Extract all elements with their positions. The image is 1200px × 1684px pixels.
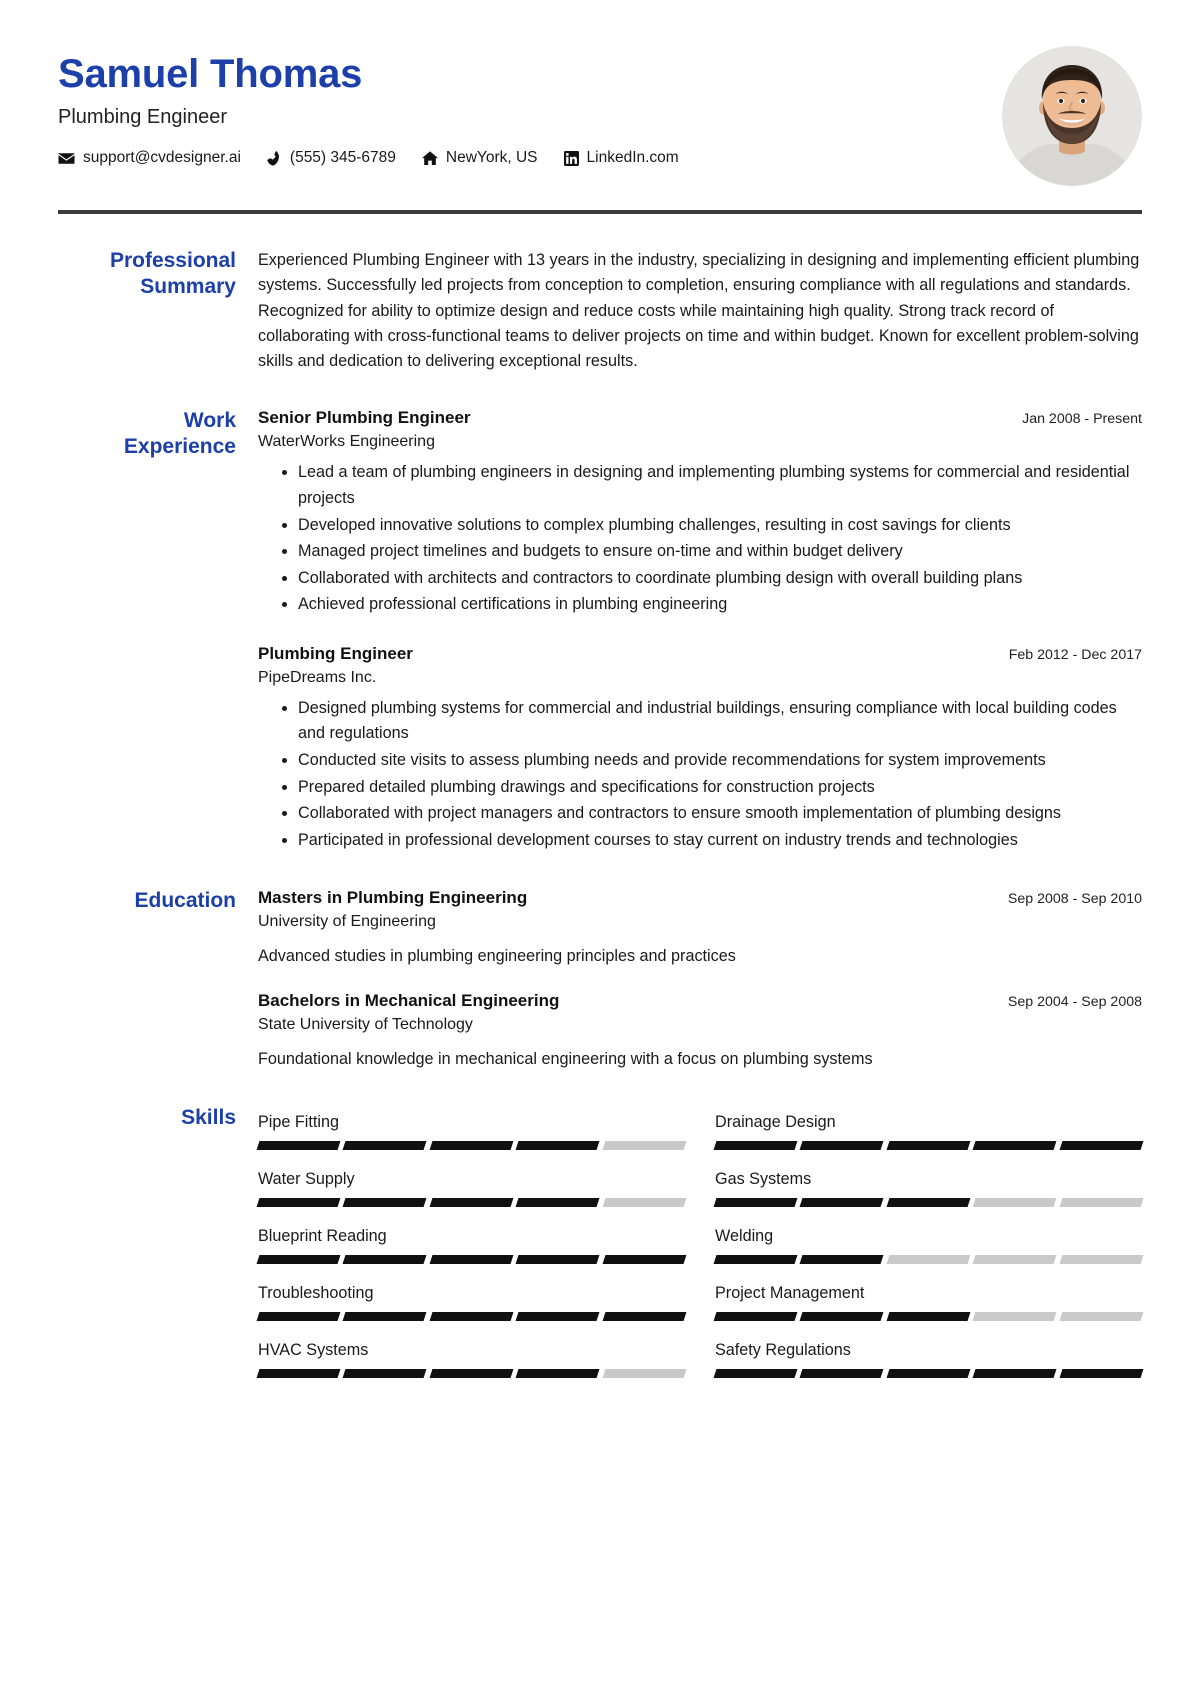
skill-level-segment [714, 1255, 798, 1264]
experience-entry [258, 408, 1142, 618]
skill-item [715, 1276, 1142, 1333]
skill-level-segment [516, 1312, 600, 1321]
education-school: University of Engineering [258, 913, 436, 931]
education-description: Foundational knowledge in mechanical engineering with a focus on plumbing systems [258, 1049, 873, 1068]
skill-label: Blueprint Reading [258, 1227, 387, 1246]
avatar [1002, 46, 1142, 186]
list-item: • Participated in professional development courses to stay current on industry trends and technologies [298, 828, 1142, 854]
list-item: • Prepared detailed plumbing drawings and specifications for construction projects [298, 775, 1142, 801]
skill-level-segment [516, 1369, 600, 1378]
skill-item [258, 1219, 685, 1276]
contact-location[interactable] [422, 149, 538, 167]
skill-level-segment [257, 1141, 341, 1150]
section-work-experience [58, 408, 1142, 854]
skill-level-segment [602, 1141, 686, 1150]
education-date-range: Sep 2004 - Sep 2008 [1007, 993, 1142, 1010]
section-education [58, 888, 1142, 1071]
experience-date-range: Feb 2012 - Dec 2017 [1008, 646, 1142, 663]
skill-level-segment [429, 1141, 513, 1150]
skill-label: Gas Systems [715, 1170, 812, 1189]
experience-entry-head [258, 408, 1142, 428]
summary-text: Experienced Plumbing Engineer with 13 years in the industry, specializing in designing and implementing efficient plumbing systems. Successfully led projects from conception to completion, ensuring compliance with all regulations and standards. Recognized for ability to optimize design and reduce costs while maintaining high quality. Strong track record of collaborating with cross-functional teams to deliver projects on time and within budget. Known for excellent problem-solving skills and dedication to delivering exceptional results. [258, 251, 1140, 371]
skill-level-segment [516, 1255, 600, 1264]
skill-level-segment [1059, 1369, 1143, 1378]
skill-level-segment [429, 1255, 513, 1264]
education-entry-head [258, 888, 1142, 908]
skills-grid [258, 1105, 1142, 1390]
skill-level-bar [258, 1141, 685, 1150]
contact-email[interactable] [58, 149, 241, 167]
summary-label-line1: Professional [109, 249, 236, 272]
experience-entry-head [258, 644, 1142, 664]
education-date-range: Sep 2008 - Sep 2010 [1007, 891, 1142, 908]
summary-label-line2: Summary [140, 274, 236, 298]
skill-label: Troubleshooting [258, 1284, 374, 1303]
header-divider [58, 210, 1142, 214]
skill-item [715, 1105, 1142, 1162]
skill-level-segment [602, 1198, 686, 1207]
skill-level-bar [715, 1369, 1142, 1378]
skill-level-segment [886, 1369, 970, 1378]
skill-level-segment [343, 1198, 427, 1207]
experience-job-title: Plumbing Engineer [258, 643, 413, 663]
skill-item [715, 1162, 1142, 1219]
experience-job-title: Senior Plumbing Engineer [258, 408, 471, 428]
phone-icon [267, 151, 282, 166]
skill-level-segment [343, 1312, 427, 1321]
avatar-photo [1002, 46, 1142, 186]
skill-level-segment [429, 1369, 513, 1378]
experience-bullet-list [258, 696, 1142, 854]
skill-level-segment [1059, 1255, 1143, 1264]
skill-level-segment [714, 1141, 798, 1150]
education-degree: Bachelors in Mechanical Engineering [258, 990, 560, 1010]
contact-row [58, 149, 1002, 167]
skill-level-segment [257, 1312, 341, 1321]
skill-level-segment [886, 1198, 970, 1207]
skill-label: Water Supply [258, 1170, 355, 1189]
list-item: • Collaborated with architects and contractors to coordinate plumbing design with overall building plans [298, 566, 1142, 592]
experience-company: PipeDreams Inc. [258, 668, 377, 686]
experience-label-line1: Work [183, 409, 236, 433]
section-label-experience [58, 408, 258, 459]
skill-level-segment [886, 1312, 970, 1321]
skill-level-segment [886, 1141, 970, 1150]
skill-level-segment [602, 1255, 686, 1264]
section-label-summary [58, 248, 258, 299]
skill-level-segment [1059, 1312, 1143, 1321]
list-item: • Conducted site visits to assess plumbing needs and provide recommendations for system improvements [298, 748, 1142, 774]
header-text-block [58, 44, 1002, 167]
skill-level-segment [973, 1141, 1057, 1150]
skill-label: Pipe Fitting [258, 1113, 339, 1132]
contact-linkedin-text: LinkedIn.com [586, 149, 679, 166]
section-label-education: Education [134, 889, 236, 913]
list-item: • Managed project timelines and budgets to ensure on-time and within budget delivery [298, 539, 1142, 565]
skill-level-segment [602, 1312, 686, 1321]
contact-phone[interactable] [267, 149, 396, 167]
skill-label: Welding [715, 1227, 774, 1246]
skill-level-bar [258, 1198, 685, 1207]
skill-level-segment [800, 1255, 884, 1264]
job-title: Plumbing Engineer [58, 106, 227, 128]
skill-level-segment [343, 1369, 427, 1378]
education-school: State University of Technology [258, 1015, 473, 1033]
skill-item [715, 1219, 1142, 1276]
list-item: • Lead a team of plumbing engineers in designing and implementing plumbing systems for commercial and residential projects [298, 460, 1142, 511]
experience-company: WaterWorks Engineering [258, 433, 435, 451]
skill-level-segment [602, 1369, 686, 1378]
skill-level-segment [343, 1141, 427, 1150]
section-label-skills: Skills [181, 1106, 236, 1130]
home-icon [422, 151, 438, 166]
contact-email-text: support@cvdesigner.ai [83, 149, 241, 166]
skill-level-segment [429, 1198, 513, 1207]
skill-level-segment [800, 1369, 884, 1378]
skill-label: HVAC Systems [258, 1341, 369, 1360]
education-entry [258, 991, 1142, 1071]
list-item: • Collaborated with project managers and contractors to ensure smooth implementation of plumbing designs [298, 801, 1142, 827]
skills-body [258, 1105, 1142, 1390]
skill-level-segment [714, 1369, 798, 1378]
skill-level-segment [973, 1312, 1057, 1321]
skill-level-segment [1059, 1198, 1143, 1207]
skill-item [258, 1162, 685, 1219]
skill-level-segment [1059, 1141, 1143, 1150]
skill-level-bar [715, 1255, 1142, 1264]
experience-entry [258, 644, 1142, 854]
skill-level-segment [257, 1255, 341, 1264]
skill-level-bar [258, 1312, 685, 1321]
skill-level-segment [343, 1255, 427, 1264]
experience-bullet-list [258, 460, 1142, 618]
experience-body [258, 408, 1142, 854]
education-entry [258, 888, 1142, 968]
contact-phone-text: (555) 345-6789 [289, 149, 396, 166]
skill-level-segment [800, 1312, 884, 1321]
education-entry-head [258, 991, 1142, 1011]
skill-level-segment [516, 1141, 600, 1150]
skill-level-segment [516, 1198, 600, 1207]
skill-level-segment [886, 1255, 970, 1264]
skill-level-segment [714, 1312, 798, 1321]
experience-label-line2: Experience [123, 434, 236, 458]
linkedin-icon [564, 151, 579, 166]
skill-label: Drainage Design [715, 1113, 836, 1132]
skill-item [715, 1333, 1142, 1390]
skill-level-bar [258, 1369, 685, 1378]
list-item: • Achieved professional certifications in plumbing engineering [298, 592, 1142, 618]
education-body [258, 888, 1142, 1071]
skill-level-segment [257, 1198, 341, 1207]
summary-body [258, 248, 1142, 374]
skill-level-segment [714, 1198, 798, 1207]
resume-header [58, 44, 1142, 186]
education-degree: Masters in Plumbing Engineering [258, 888, 528, 908]
skill-item [258, 1105, 685, 1162]
skill-level-segment [429, 1312, 513, 1321]
skill-level-segment [800, 1198, 884, 1207]
section-skills [58, 1105, 1142, 1390]
skill-level-bar [715, 1312, 1142, 1321]
skill-level-segment [973, 1198, 1057, 1207]
contact-linkedin[interactable] [564, 149, 679, 167]
skill-level-segment [257, 1369, 341, 1378]
skill-level-segment [800, 1141, 884, 1150]
skill-level-segment [973, 1369, 1057, 1378]
skill-item [258, 1276, 685, 1333]
list-item: • Designed plumbing systems for commercial and industrial buildings, ensuring compliance with local building codes and regulations [298, 696, 1142, 747]
contact-location-text: NewYork, US [445, 149, 538, 166]
list-item: • Developed innovative solutions to complex plumbing challenges, resulting in cost savings for clients [298, 513, 1142, 539]
section-professional-summary [58, 248, 1142, 374]
skill-item [258, 1333, 685, 1390]
envelope-icon [58, 152, 75, 165]
skill-level-bar [258, 1255, 685, 1264]
skill-level-segment [973, 1255, 1057, 1264]
experience-date-range: Jan 2008 - Present [1022, 411, 1142, 428]
page-title: Samuel Thomas [58, 52, 363, 96]
skill-label: Safety Regulations [715, 1341, 851, 1360]
skill-level-bar [715, 1141, 1142, 1150]
education-description: Advanced studies in plumbing engineering principles and practices [258, 947, 736, 966]
skill-label: Project Management [715, 1284, 865, 1303]
skill-level-bar [715, 1198, 1142, 1207]
